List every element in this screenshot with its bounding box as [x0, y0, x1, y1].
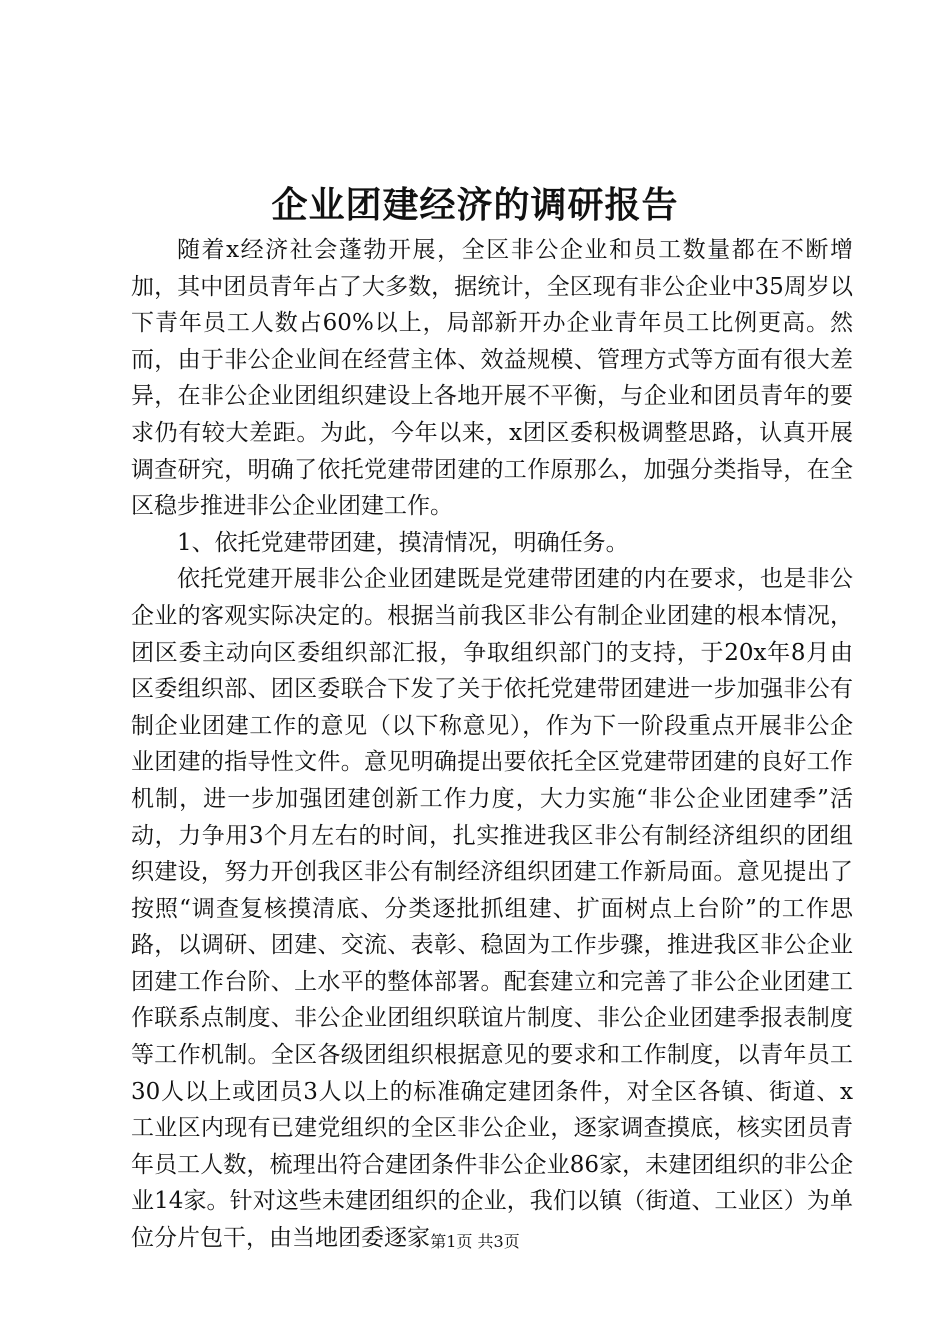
document-body: [131, 232, 853, 1257]
paragraph-section-heading: 1、依托党建带团建，摸清情况，明确任务。: [177, 529, 629, 556]
page-footer: 第1页 共3页: [430, 1232, 520, 1251]
document-title: 企业团建经济的调研报告: [271, 184, 679, 226]
paragraph-section-body: 依托党建开展非公企业团建既是党建带团建的内在要求，也是非公企业的客观实际决定的。根据当前我区非公有制企业团建的根本情况，团区委主动向区委组织部汇报，争取组织部门的支持，于20x年8月由区委组织部、团区委联合下发了关于依托党建带团建进一步加强非公有制企业团建工作的意见（以下称意见），作为下一阶段重点开展非公企业团建的指导性文件。意见明确提出要依托全区党建带团建的良好工作机制，进一步加强团建创新工作力度，大力实施“非公企业团建季”活动，力争用3个月左右的时间，扎实推进我区非公有制经济组织的团组织建设，努力开创我区非公有制经济组织团建工作新局面。意见提出了按照“调查复核摸清底、分类逐批抓组建、扩面树点上台阶”的工作思路，以调研、团建、交流、表彰、稳固为工作步骤，推进我区非公企业团建工作台阶、上水平的整体部署。配套建立和完善了非公企业团建工作联系点制度、非公企业团组织联谊片制度、非公企业团建季报表制度等工作机制。全区各级团组织根据意见的要求和工作制度，以青年员工30人以上或团员3人以上的标准确定建团条件，对全区各镇、街道、x工业区内现有已建党组织的全区非公企业，逐家调查摸底，核实团员青年员工人数，梳理出符合建团条件非公企业86家，未建团组织的非公企业14家。针对这些未建团组织的企业，我们以镇（街道、工业区）为单位分片包干，由当地团委逐家: [131, 566, 853, 1252]
paragraph-intro: 随着x经济社会蓬勃开展，全区非公企业和员工数量都在不断增加，其中团员青年占了大多数，据统计，全区现有非公企业中35周岁以下青年员工人数占60%以上，局部新开办企业青年员工比例更高。然而，由于非公企业间在经营主体、效益规模、管理方式等方面有很大差异，在非公企业团组织建设上各地开展不平衡，与企业和团员青年的要求仍有较大差距。为此，今年以来，x团区委积极调整思路，认真开展调查研究，明确了依托党建带团建的工作原那么，加强分类指导，在全区稳步推进非公企业团建工作。: [131, 237, 853, 520]
